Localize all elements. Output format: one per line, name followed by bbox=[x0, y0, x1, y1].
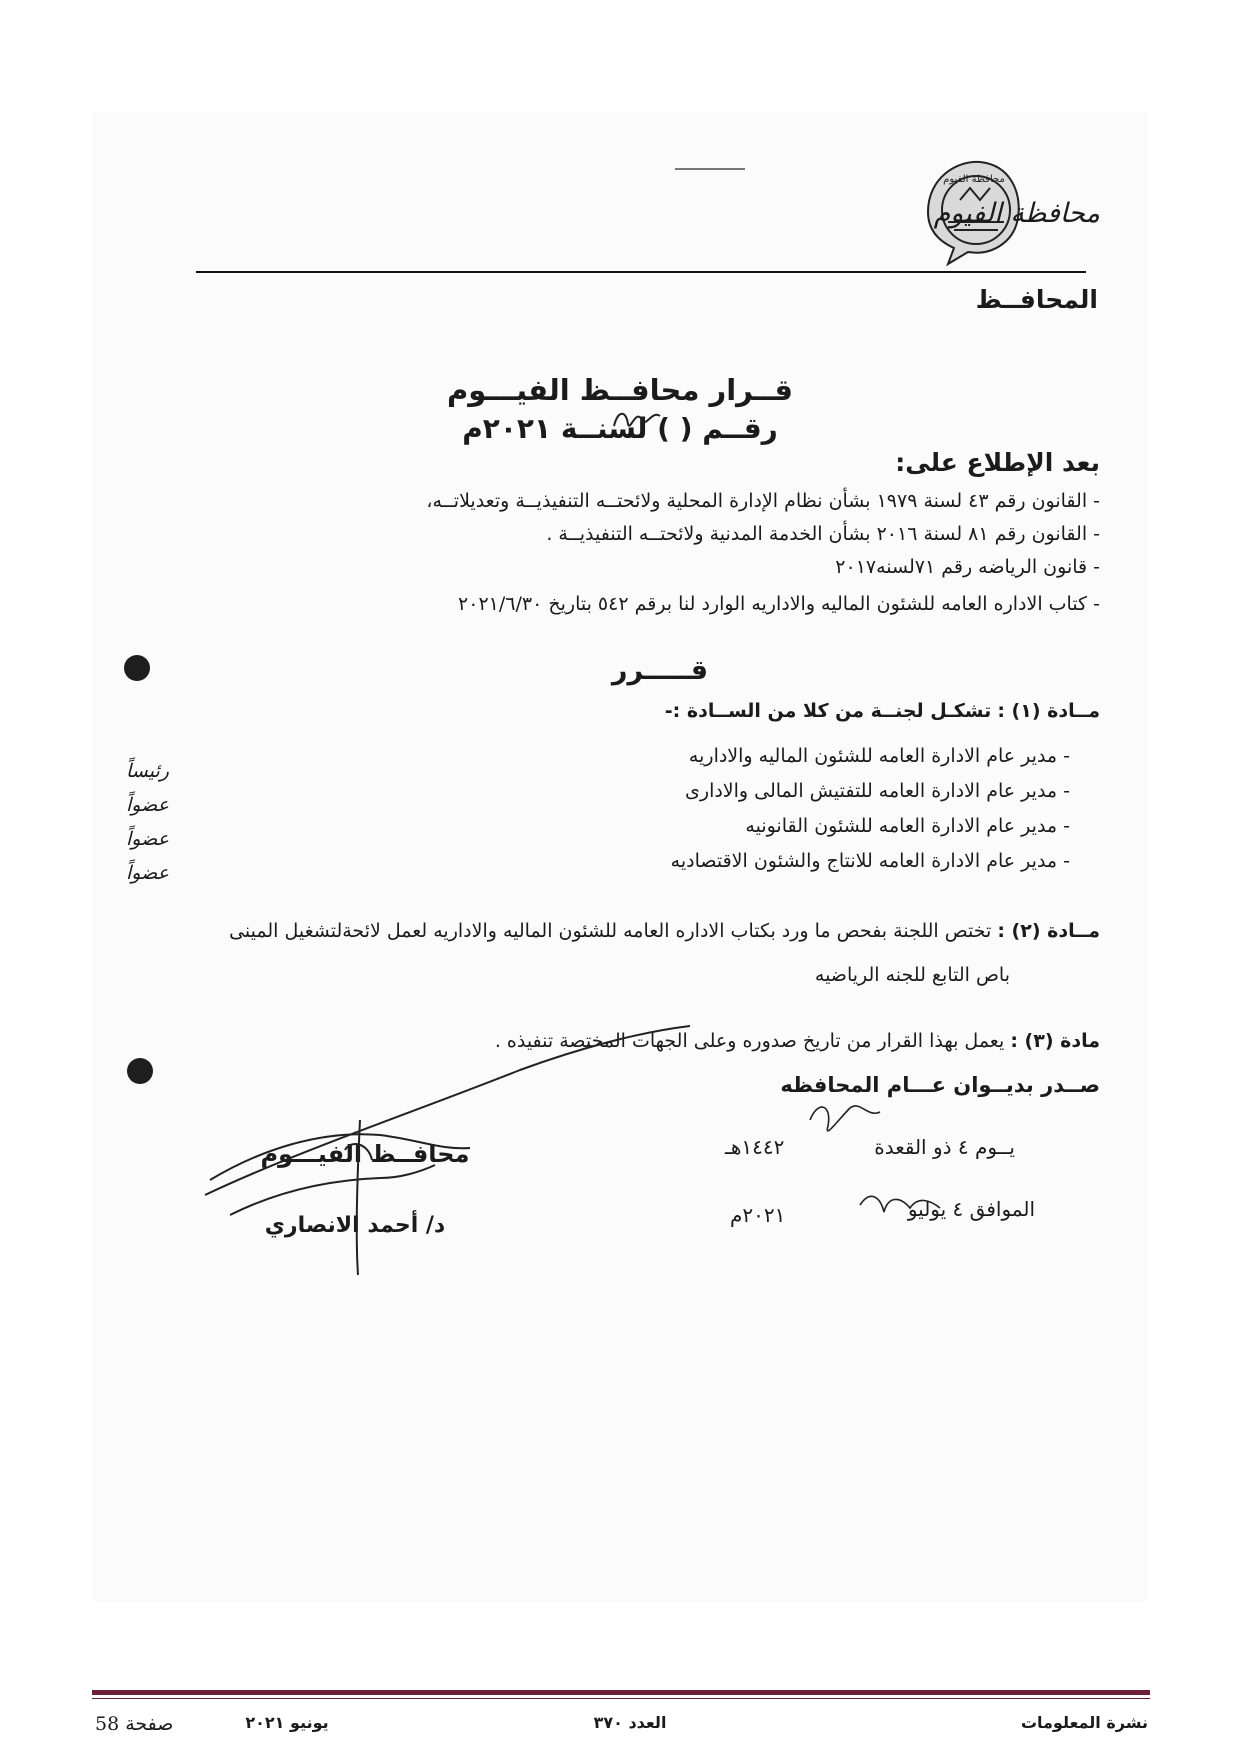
legal-reference: - القانون رقم ٨١ لسنة ٢٠١٦ بشأن الخدمة المدنية ولائحتــه التنفيذيــة . bbox=[546, 523, 1100, 545]
hijri-day: يــوم ٤ ذو القعدة bbox=[874, 1135, 1015, 1159]
legal-reference: - قانون الرياضه رقم ٧١لسنه٢٠١٧ bbox=[835, 556, 1100, 578]
signatory-title: محافــظ الفيـــوم bbox=[260, 1140, 470, 1168]
punch-hole bbox=[124, 655, 150, 681]
committee-member: - مدير عام الادارة العامه للشئون الماليه والاداريه bbox=[688, 745, 1070, 767]
article-2 bbox=[229, 920, 1100, 942]
governorate-name: محافظة الفيوم bbox=[933, 198, 1100, 229]
committee-member: - مدير عام الادارة العامه للانتاج والشئون الاقتصاديه bbox=[670, 850, 1070, 872]
legal-reference: - القانون رقم ٤٣ لسنة ١٩٧٩ بشأن نظام الإدارة المحلية ولائحتــه التنفيذيــة وتعديلاتــه، bbox=[426, 490, 1100, 512]
decision-heading: قـــــرر bbox=[611, 655, 709, 686]
member-role: عضواً bbox=[126, 862, 169, 884]
member-role: عضواً bbox=[126, 828, 169, 850]
footer-rule bbox=[92, 1690, 1150, 1695]
header-divider bbox=[196, 271, 1086, 273]
punch-hole bbox=[127, 1058, 153, 1084]
article-3-head: مادة (٣) : bbox=[1010, 1030, 1100, 1052]
article-1-text: تشكـل لجنــة من كلا من الســادة :- bbox=[664, 700, 992, 722]
article-1-head: مــادة (١) : bbox=[997, 700, 1100, 722]
scan-mark bbox=[675, 168, 745, 170]
gregorian-year: ٢٠٢١م bbox=[730, 1203, 786, 1227]
gregorian-day: الموافق ٤ يوليو bbox=[907, 1197, 1035, 1221]
footer-rule-thin bbox=[92, 1698, 1150, 1699]
office-label: المحافــظ bbox=[975, 285, 1098, 314]
article-2-head: مــادة (٢) : bbox=[997, 920, 1100, 942]
article-2-text: تختص اللجنة بفحص ما ورد بكتاب الاداره العامه للشئون الماليه والاداريه لعمل لائحةلتشغيل المينى bbox=[229, 920, 992, 942]
article-2-continuation: باص التابع للجنه الرياضيه bbox=[814, 964, 1010, 986]
signatory-name: د/ أحمد الانصاري bbox=[264, 1213, 446, 1238]
handwritten-number bbox=[608, 402, 668, 436]
issue-month: يونيو ٢٠٢١ bbox=[245, 1713, 329, 1732]
decree-title: قــرار محافــظ الفيـــوم bbox=[446, 373, 793, 407]
article-3-text: يعمل بهذا القرار من تاريخ صدوره وعلى الجهات المختصة تنفيذه . bbox=[494, 1030, 1005, 1052]
decree-number-line: رقــم ( ) لسنــة ٢٠٢١م bbox=[462, 412, 778, 445]
page-number: صفحة 58 bbox=[95, 1713, 174, 1735]
committee-member: - مدير عام الادارة العامه للتفتيش المالى والادارى bbox=[685, 780, 1070, 802]
article-1 bbox=[665, 700, 1100, 722]
issue-number: العدد ٣٧٠ bbox=[593, 1713, 667, 1732]
hijri-year: ١٤٤٢هـ bbox=[725, 1135, 785, 1159]
member-role: رئيساً bbox=[126, 760, 169, 782]
logo-lettering: محافظة الفيوم bbox=[943, 174, 1005, 185]
issued-at: صــدر بديــوان عـــام المحافظه bbox=[780, 1073, 1100, 1097]
article-3 bbox=[495, 1030, 1100, 1052]
legal-reference: - كتاب الاداره العامه للشئون الماليه والاداريه الوارد لنا برقم ٥٤٢ بتاريخ ٢٠٢١/٦/٣٠ bbox=[458, 593, 1100, 615]
publication-name: نشرة المعلومات bbox=[1020, 1713, 1148, 1732]
committee-member: - مدير عام الادارة العامه للشئون القانونيه bbox=[745, 815, 1070, 837]
member-role: عضواً bbox=[126, 794, 169, 816]
intro-heading: بعد الإطلاع على: bbox=[895, 448, 1100, 477]
